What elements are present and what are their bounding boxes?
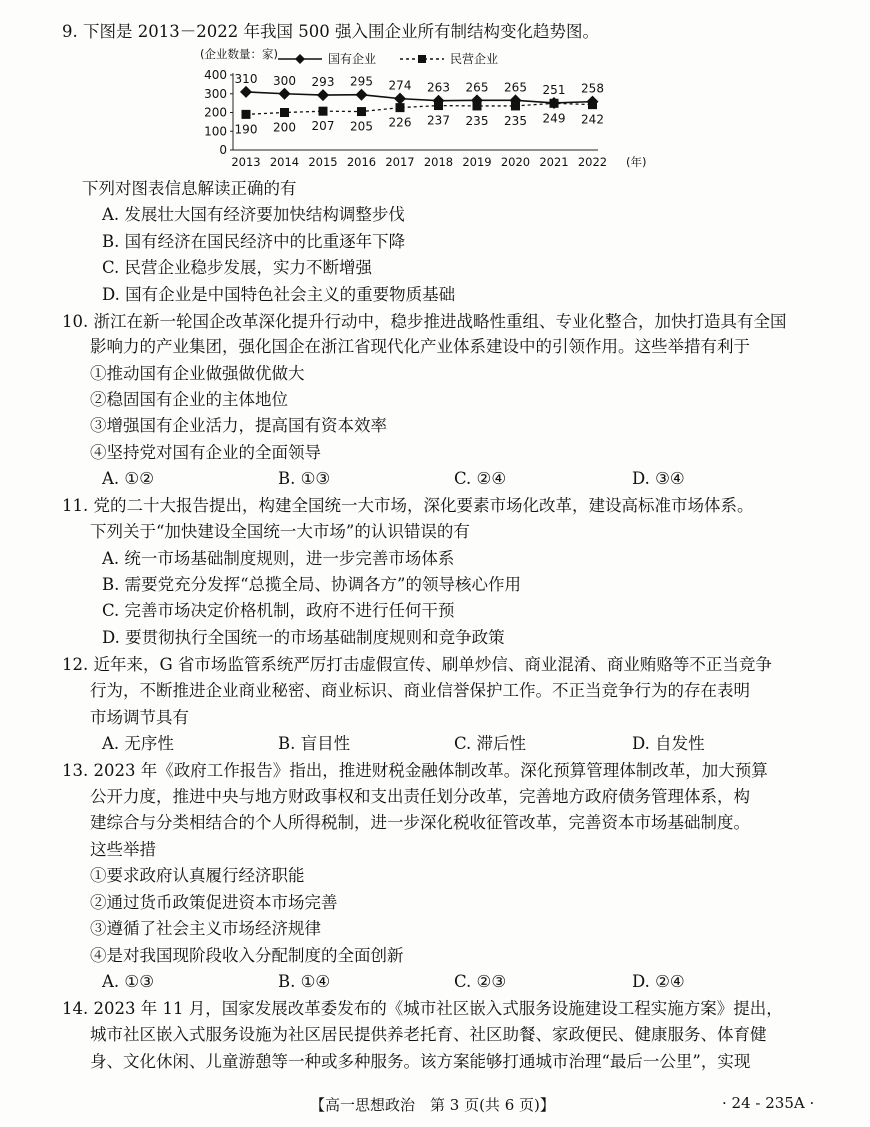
- data-label-private: 235: [504, 113, 527, 128]
- x-tick-label: 2014: [269, 155, 300, 169]
- data-point-private: [434, 101, 443, 110]
- y-tick-label: 200: [204, 105, 227, 120]
- x-tick-label: 2020: [500, 155, 531, 169]
- x-tick-label: 2018: [423, 155, 454, 169]
- q9-option-a: A. 发展壮大国有经济要加快结构调整步伐: [102, 205, 405, 224]
- x-tick-label: 2017: [385, 155, 415, 169]
- data-point-private: [357, 107, 366, 116]
- y-tick-label: 300: [204, 86, 227, 101]
- q10-stem-line-2: 影响力的产业集团，强化国企在浙江省现代化产业体系建设中的引领作用。这些举措有利于: [90, 337, 750, 356]
- data-point-private: [319, 107, 328, 116]
- q12-choice-d: D. 自发性: [632, 734, 705, 753]
- series-line-state-owned: [246, 92, 593, 103]
- data-point-state-owned: [356, 89, 368, 101]
- data-point-private: [550, 99, 559, 108]
- data-label-private: 205: [350, 119, 373, 134]
- ownership-trend-chart: [200, 45, 850, 170]
- q11-stem-line-2: 下列关于“加快建设全国统一大市场”的认识错误的有: [90, 522, 470, 541]
- data-point-private: [280, 108, 289, 117]
- data-point-private: [473, 101, 482, 110]
- y-tick-label: 0: [219, 143, 227, 157]
- x-tick-label: 2019: [462, 155, 492, 169]
- q13-item-1: ①要求政府认真履行经济职能: [90, 866, 305, 885]
- data-point-state-owned: [317, 89, 329, 101]
- data-label-private: 237: [427, 113, 450, 128]
- legend-marker-private: [418, 55, 426, 63]
- data-point-state-owned: [240, 86, 252, 98]
- q13-choice-b: B. ①④: [278, 972, 331, 991]
- q10-stem-line-1: 10. 浙江在新一轮国企改革深化提升行动中，稳步推进战略性重组、专业化整合，加快打造具有全国: [62, 312, 787, 331]
- q13-item-2: ②通过货币政策促进资本市场完善: [90, 893, 338, 912]
- data-point-state-owned: [394, 93, 406, 105]
- q13-choice-d: D. ②④: [632, 972, 685, 991]
- x-unit-label: (年): [626, 155, 647, 169]
- legend-label-state: 国有企业: [328, 52, 377, 66]
- x-tick-label: 2022: [577, 155, 608, 169]
- q11-option-b: B. 需要党充分发挥“总揽全局、协调各方”的领导核心作用: [102, 575, 521, 594]
- data-label-private: 200: [273, 120, 296, 135]
- y-tick-label: 100: [204, 124, 227, 139]
- q13-stem-line-1: 13. 2023 年《政府工作报告》指出，推进财税金融体制改革。深化预算管理体制改革，加大预算: [62, 761, 768, 780]
- data-point-private: [242, 110, 251, 119]
- data-label-state-owned: 295: [350, 74, 373, 89]
- q12-stem-line-1: 12. 近年来，G 省市场监管系统严厉打击虚假宣传、刷单炒信、商业混淆、商业贿赂等不正当竞争: [62, 655, 772, 674]
- data-label-private: 235: [465, 113, 489, 128]
- q11-option-d: D. 要贯彻执行全国统一的市场基础制度规则和竞争政策: [102, 628, 505, 647]
- data-label-state-owned: 258: [581, 81, 604, 96]
- q10-item-2: ②稳固国有企业的主体地位: [90, 390, 288, 409]
- q10-item-1: ①推动国有企业做强做优做大: [90, 364, 305, 383]
- data-label-state-owned: 293: [311, 75, 335, 90]
- legend-marker-state: [295, 54, 305, 64]
- data-label-state-owned: 265: [465, 80, 489, 95]
- data-label-private: 226: [388, 115, 412, 130]
- q14-stem-line-2: 城市社区嵌入式服务设施为社区居民提供养老托育、社区助餐、家政便民、健康服务、体育健: [90, 1025, 767, 1044]
- q11-option-c: C. 完善市场决定价格机制，政府不进行任何干预: [102, 601, 455, 620]
- data-label-state-owned: 263: [427, 80, 450, 95]
- x-tick-label: 2016: [346, 155, 377, 169]
- q9-option-c: C. 民营企业稳步发展，实力不断增强: [102, 258, 373, 277]
- data-label-private: 190: [234, 122, 258, 137]
- q10-choice-c: C. ②④: [454, 469, 507, 488]
- q13-item-3: ③遵循了社会主义市场经济规律: [90, 919, 321, 938]
- q14-stem-line-1: 14. 2023 年 11 月，国家发展改革委发布的《城市社区嵌入式服务设施建设工程实施方案》提出，: [62, 999, 783, 1018]
- q13-stem-line-2: 公开力度，推进中央与地方财政事权和支出责任划分改革，完善地方政府债务管理体系，构: [90, 787, 750, 806]
- q14-stem-line-3: 身、文化休闲、儿童游憩等一种或多种服务。该方案能够打通城市治理“最后一公里”，实现: [90, 1052, 751, 1071]
- data-point-private: [396, 103, 405, 112]
- q10-choice-d: D. ③④: [632, 469, 685, 488]
- series-line-private: [246, 103, 593, 114]
- data-label-private: 207: [311, 119, 335, 134]
- page-footer-title: 【高一思想政治 第 3 页(共 6 页)】: [310, 1096, 555, 1114]
- data-point-private: [511, 101, 520, 110]
- data-label-private: 249: [542, 111, 566, 126]
- q12-choice-b: B. 盲目性: [278, 734, 351, 753]
- page-footer-code: · 24 - 235A ·: [722, 1094, 815, 1112]
- q9-option-b: B. 国有经济在国民经济中的比重逐年下降: [102, 232, 406, 251]
- chart-y-label: (企业数量：家): [200, 47, 278, 61]
- q11-stem-line-1: 11. 党的二十大报告提出，构建全国统一大市场，深化要素市场化改革，建设高标准市场体系。: [62, 496, 754, 515]
- q13-choice-c: C. ②③: [454, 972, 507, 991]
- q12-choice-a: A. 无序性: [102, 734, 174, 753]
- x-tick-label: 2015: [308, 155, 338, 169]
- x-tick-label: 2021: [539, 155, 569, 169]
- q9-prompt: 下列对图表信息解读正确的有: [82, 179, 297, 198]
- q9-stem: 9. 下图是 2013－2022 年我国 500 强入围企业所有制结构变化趋势图。: [62, 22, 599, 41]
- q13-choice-a: A. ①③: [102, 972, 154, 991]
- q12-stem-line-3: 市场调节具有: [90, 708, 189, 727]
- q13-stem-line-3: 建综合与分类相结合的个人所得税制，进一步深化税收征管改革，完善资本市场基础制度。: [90, 813, 750, 832]
- q13-stem-line-4: 这些举措: [90, 840, 156, 859]
- q9-option-d: D. 国有企业是中国特色社会主义的重要物质基础: [102, 285, 456, 304]
- q10-choice-a: A. ①②: [102, 469, 154, 488]
- q10-choice-b: B. ①③: [278, 469, 331, 488]
- q11-option-a: A. 统一市场基础制度规则，进一步完善市场体系: [102, 549, 455, 568]
- y-tick-label: 400: [204, 68, 227, 82]
- q12-stem-line-2: 行为，不断推进企业商业秘密、商业标识、商业信誉保护工作。不正当竞争行为的存在表明: [90, 681, 750, 700]
- data-label-state-owned: 251: [542, 82, 566, 97]
- data-label-state-owned: 274: [388, 78, 412, 93]
- legend-label-private: 民营企业: [450, 52, 499, 66]
- data-label-state-owned: 310: [234, 71, 258, 86]
- data-label-state-owned: 265: [504, 80, 527, 95]
- q10-item-3: ③增强国有企业活力，提高国有资本效率: [90, 416, 387, 435]
- q12-choice-c: C. 滞后性: [454, 734, 527, 753]
- q13-item-4: ④是对我国现阶段收入分配制度的全面创新: [90, 946, 404, 965]
- data-point-state-owned: [279, 88, 291, 100]
- data-label-private: 242: [581, 112, 604, 127]
- q10-item-4: ④坚持党对国有企业的全面领导: [90, 443, 321, 462]
- data-label-state-owned: 300: [273, 73, 296, 88]
- x-tick-label: 2013: [231, 155, 261, 169]
- data-point-private: [588, 100, 597, 109]
